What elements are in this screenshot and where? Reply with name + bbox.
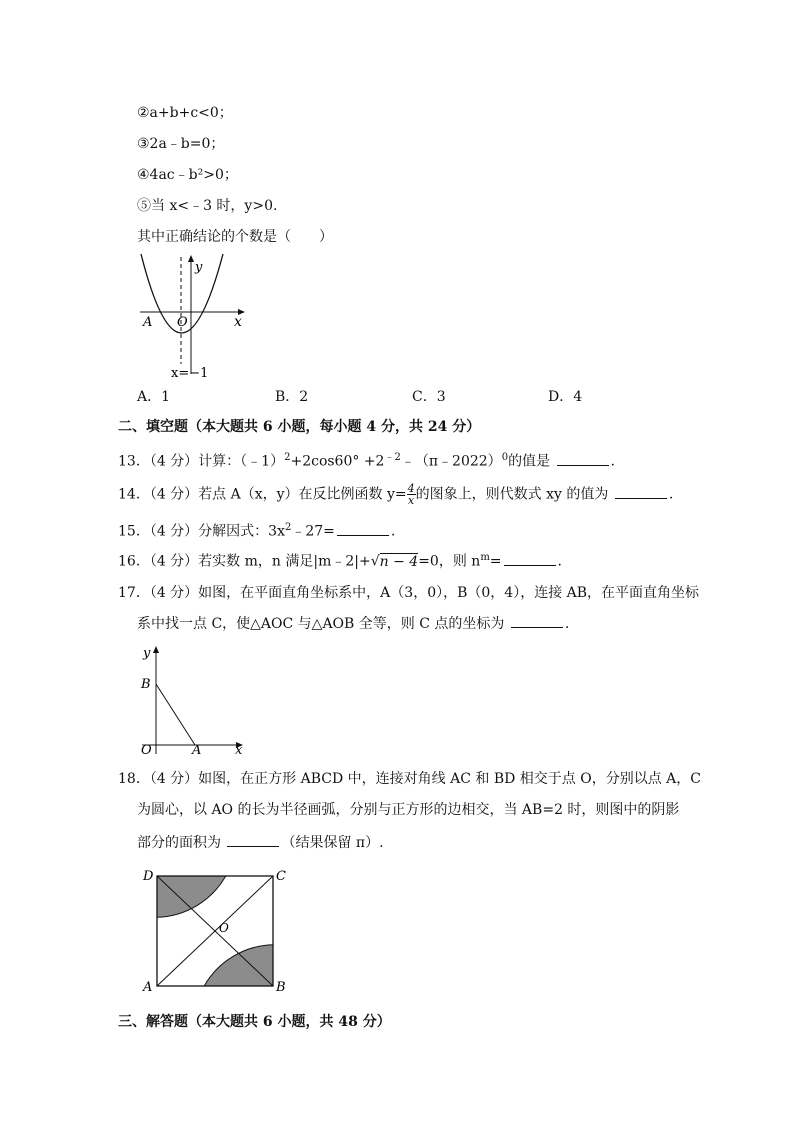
q13-text-a: 计算：（﹣1） (198, 453, 285, 470)
q18-line2: 为圆心，以 AO 的长为半径画弧，分别与正方形的边相交，当 AB=2 时，则图中的阴影 (137, 802, 680, 818)
section3-heading: 三、解答题（本大题共 6 小题，共 48 分） (118, 1014, 391, 1030)
sqrt-icon: √ (370, 553, 380, 570)
q15 (118, 519, 395, 541)
q15-text-b: ﹣27= (291, 523, 335, 540)
q17-triangle-figure (137, 642, 252, 757)
q18-line3 (137, 833, 384, 852)
q16-text-c: = (489, 553, 502, 570)
q12-option-c: C．3 (412, 389, 446, 405)
q18-label-c: C (276, 869, 286, 884)
q12-item-2: ②a+b+c<0； (137, 105, 233, 121)
q18-line3-tail: （结果保留 π）. (281, 835, 384, 851)
q17-end: . (564, 616, 570, 632)
q15-answer-blank[interactable] (337, 522, 389, 536)
q18-answer-blank[interactable] (227, 833, 279, 847)
q14-answer-blank[interactable] (615, 485, 667, 499)
q14-text-a: 若点 A（x，y）在反比例函数 y= (198, 486, 407, 503)
q18-label-o: O (219, 921, 229, 935)
q17-line2 (137, 614, 569, 633)
q16 (118, 549, 562, 571)
q14-fraction (407, 483, 416, 506)
q12-point-a-label: A (143, 315, 153, 330)
q14-frac-den: x (408, 494, 415, 507)
q12-option-a: A．1 (137, 389, 171, 405)
q17-point-a-label: A (192, 743, 202, 757)
q16-sqrt-body: n − 4 (379, 553, 419, 570)
q16-answer-blank[interactable] (504, 552, 556, 566)
q13-text-c: ﹣（π﹣2022） (400, 453, 502, 470)
q12-item-4: ④4ac﹣b²>0； (137, 167, 238, 183)
q16-end: . (557, 553, 562, 570)
q13-text-d: 的值是 (508, 453, 551, 470)
q14-number: 14．（4 分） (118, 486, 199, 503)
q13 (118, 449, 615, 471)
q16-number: 16．（4 分） (118, 553, 199, 570)
q18-line1: 18．（4 分）如图，在正方形 ABCD 中，连接对角线 AC 和 BD 相交于点 O，分别以点 A，C (118, 771, 702, 787)
q18-label-a: A (143, 980, 153, 994)
q17-line2-text: 系中找一点 C，使△AOC 与△AOB 全等，则 C 点的坐标为 (137, 616, 505, 632)
q12-prompt: 其中正确结论的个数是（ ） (137, 229, 333, 245)
q12-parabola-figure (135, 252, 255, 382)
q13-exp2: ﹣2 (384, 452, 401, 463)
q18-label-b: B (276, 980, 286, 994)
q13-number: 13．（4 分） (118, 453, 199, 470)
q17-origin-label: O (141, 743, 152, 757)
q18-square-figure (140, 866, 290, 994)
q18-line3-text: 部分的面积为 (137, 835, 221, 851)
q18-label-d: D (143, 869, 154, 884)
q17-answer-blank[interactable] (511, 614, 563, 628)
q13-exp1: 2 (284, 452, 291, 463)
q17-x-label: x (235, 743, 243, 757)
q15-number: 15．（4 分） (118, 523, 199, 540)
q16-exp: m (480, 552, 490, 563)
section2-heading: 二、填空题（本大题共 6 小题，每小题 4 分，共 24 分） (118, 419, 481, 435)
q12-option-b: B．2 (275, 389, 309, 405)
q12-item-3: ③2a﹣b=0； (137, 136, 225, 152)
q12-option-d: D．4 (548, 389, 583, 405)
q14 (118, 483, 673, 506)
q13-text-b: +2cos60° +2 (290, 453, 385, 470)
q17-line1: 17．（4 分）如图，在平面直角坐标系中，A（3，0），B（0，4），连接 AB，在平面直角坐标 (118, 585, 700, 601)
q15-end: . (390, 523, 396, 540)
q16-text-b: =0，则 n (418, 553, 481, 570)
q12-y-label: y (195, 260, 203, 275)
q12-x-label: x (234, 314, 242, 330)
q13-end: . (610, 453, 615, 470)
q14-text-b: 的图象上，则代数式 xy 的值为 (415, 486, 609, 503)
q14-frac-num: 4 (407, 482, 415, 495)
q17-y-label: y (143, 646, 151, 661)
q13-exp3: 0 (501, 452, 509, 463)
q12-item-5: ⑤当 x<﹣3 时，y>0. (137, 198, 278, 214)
q17-point-b-label: B (141, 677, 151, 692)
q16-text-a: 若实数 m，n 满足|m﹣2|+ (198, 553, 371, 570)
q14-end: . (668, 486, 674, 503)
q15-text-a: 分解因式：3x (198, 523, 285, 540)
q12-origin-label: O (177, 315, 188, 330)
q15-exp: 2 (284, 522, 292, 533)
q13-answer-blank[interactable] (557, 452, 609, 466)
q12-axis-label: x=−1 (171, 366, 209, 381)
